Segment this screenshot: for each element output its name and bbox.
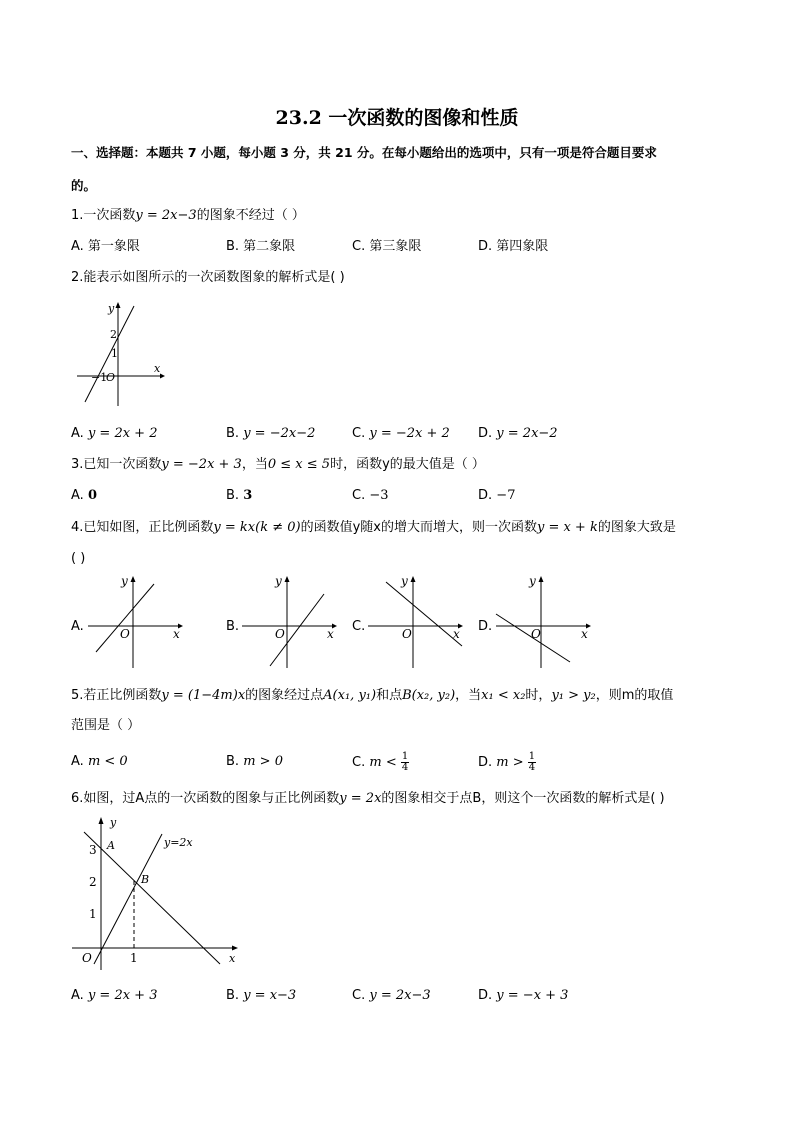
svg-text:O: O — [120, 627, 130, 641]
svg-text:x: x — [327, 627, 334, 641]
q6-option-a[interactable]: A. y = 2x + 3 — [71, 988, 158, 1003]
page-title: 23.2 一次函数的图像和性质 — [275, 107, 519, 129]
q2-option-a[interactable]: A. y = 2x + 2 — [71, 426, 158, 441]
q2-function-line — [85, 306, 134, 402]
svg-text:x: x — [173, 627, 180, 641]
q4c-function-line — [386, 582, 462, 646]
q4-option-d[interactable]: D. — [478, 619, 493, 634]
q4-figure-b — [240, 574, 340, 670]
svg-text:y: y — [121, 574, 128, 588]
q5-option-c[interactable]: C. m < $\frac{1}{4}$ — [352, 751, 409, 773]
q5-option-a[interactable]: A. m < 0 — [71, 754, 128, 769]
q2-option-c[interactable]: C. y = −2x + 2 — [352, 426, 450, 441]
q1-post: 的图象不经过（ ） — [196, 208, 305, 223]
question-4-line1: 4.已知如图，正比例函数y = kx(k ≠ 0)的函数值y随x的增大而增大，则一次函数y = x + k的图象大致是 — [71, 520, 676, 535]
q4-figure-c — [366, 574, 466, 670]
svg-text:O: O — [82, 951, 92, 965]
q6-line-y2x — [94, 834, 162, 964]
q2-y-label: y — [108, 302, 115, 315]
q2-tick-1: 1 — [111, 347, 118, 360]
q1-expr: y = 2x−3 — [135, 208, 197, 223]
svg-text:x: x — [581, 627, 588, 641]
q5-option-b[interactable]: B. m > 0 — [226, 754, 283, 769]
svg-text:1: 1 — [89, 907, 97, 921]
q4a-function-line — [96, 584, 154, 652]
question-5-line2: 范围是（ ） — [71, 718, 141, 733]
q2-x-arrow — [160, 374, 165, 379]
q2-option-b[interactable]: B. y = −2x−2 — [226, 426, 316, 441]
section-heading-line2: 的。 — [71, 178, 97, 193]
svg-text:O: O — [531, 627, 541, 641]
q4-option-b[interactable]: B. — [226, 619, 240, 634]
q5-option-d[interactable]: D. m > $\frac{1}{4}$ — [478, 751, 536, 773]
q2-tick-neg1: −1 — [91, 371, 108, 384]
svg-text:y: y — [275, 574, 282, 588]
svg-text:y: y — [110, 816, 117, 829]
section-heading-line1: 一、选择题：本题共 7 小题，每小题 3 分，共 21 分。在每小题给出的选项中，只有一项是符合题目要求 — [71, 145, 657, 160]
question-5-line1: 5.若正比例函数y = (1−4m)x的图象经过点A(x₁, y₁)和点B(x₂, y₂)，当x₁ < x₂时，y₁ > y₂，则m的取值 — [71, 688, 674, 703]
q2-x-label: x — [154, 362, 161, 375]
question-3: 3.已知一次函数y = −2x + 3，当0 ≤ x ≤ 5时，函数y的最大值是（ ） — [71, 457, 485, 472]
q2-origin-label: O — [106, 371, 116, 384]
question-1 — [71, 206, 305, 226]
svg-text:y=2x: y=2x — [164, 836, 193, 849]
svg-text:O: O — [402, 627, 412, 641]
q4-option-a[interactable]: A. — [71, 619, 84, 634]
svg-text:2: 2 — [89, 875, 97, 889]
q3-option-d[interactable]: D. −7 — [478, 488, 516, 503]
svg-text:A: A — [107, 839, 115, 852]
svg-text:x: x — [453, 627, 460, 641]
svg-text:1: 1 — [130, 951, 138, 965]
q3-option-c[interactable]: C. −3 — [352, 488, 389, 503]
q2-tick-2: 2 — [110, 328, 117, 341]
q1-option-c[interactable]: C. 第三象限 — [352, 239, 422, 254]
question-4-line2: ( ) — [71, 551, 86, 566]
svg-text:B: B — [141, 873, 150, 886]
q1-option-b[interactable]: B. 第二象限 — [226, 239, 296, 254]
q4-option-c[interactable]: C. — [352, 619, 366, 634]
q6-figure — [72, 812, 242, 972]
q1-option-a[interactable]: A. 第一象限 — [71, 239, 140, 254]
svg-text:x: x — [229, 952, 236, 965]
question-6: 6.如图，过A点的一次函数的图象与正比例函数y = 2x的图象相交于点B，则这个一次函数的解析式是( ) — [71, 791, 665, 806]
q4-figure-a — [86, 574, 186, 670]
q6-option-b[interactable]: B. y = x−3 — [226, 988, 297, 1003]
q6-option-d[interactable]: D. y = −x + 3 — [478, 988, 569, 1003]
q3-option-a[interactable]: A. 0 — [71, 488, 97, 503]
svg-text:y: y — [401, 574, 408, 588]
q1-option-d[interactable]: D. 第四象限 — [478, 239, 549, 254]
q2-figure — [72, 298, 167, 410]
q3-option-b[interactable]: B. 3 — [226, 488, 253, 503]
q2-y-arrow — [116, 302, 121, 308]
question-2: 2.能表示如图所示的一次函数图象的解析式是( ) — [71, 270, 345, 285]
svg-text:3: 3 — [89, 843, 97, 857]
svg-text:O: O — [275, 627, 285, 641]
svg-text:y: y — [529, 574, 536, 588]
q1-pre: 1.一次函数 — [71, 208, 136, 223]
q4-figure-d — [494, 574, 594, 670]
q2-option-d[interactable]: D. y = 2x−2 — [478, 426, 558, 441]
q6-option-c[interactable]: C. y = 2x−3 — [352, 988, 431, 1003]
